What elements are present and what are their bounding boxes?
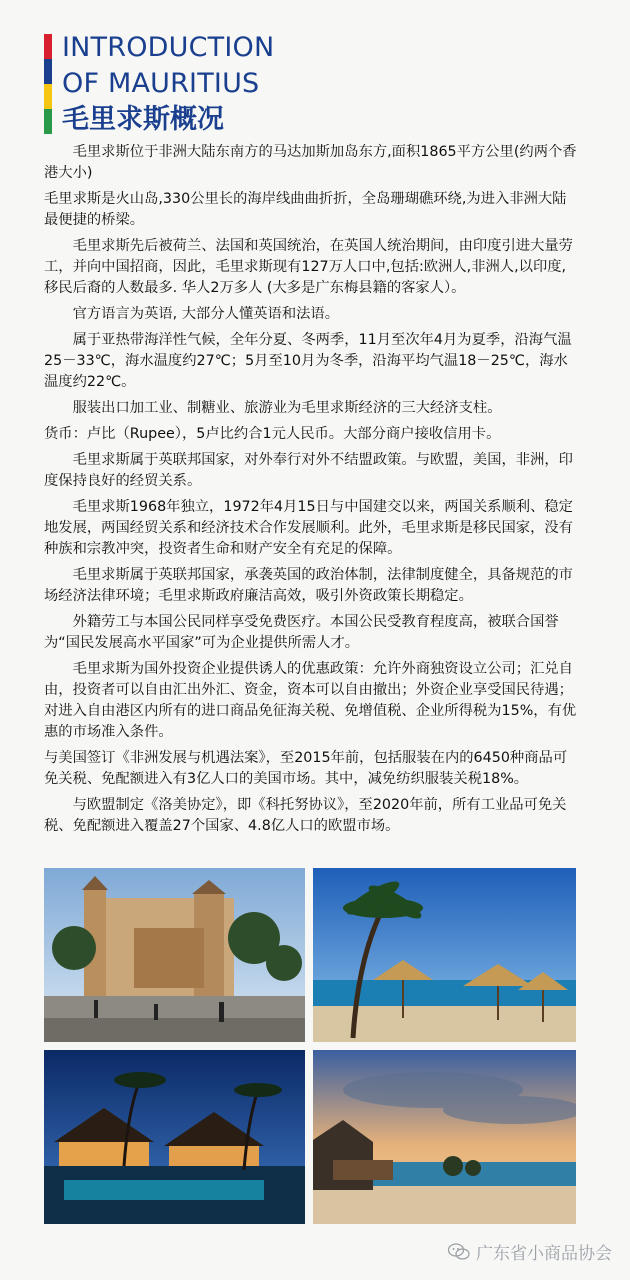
mauritius-flag-stripe xyxy=(44,34,52,134)
paragraph-9: 毛里求斯1968年独立，1972年4月15日与中国建交以来，两国关系顺利、稳定地发展，两国经贸关系和经济技术合作发展顺利。此外，毛里求斯是移民国家，没有种族和宗教冲突，投资者生命和财产安全有充足的保障。 xyxy=(44,499,573,557)
paragraph-6: 服装出口加工业、制糖业、旅游业为毛里求斯经济的三大经济支柱。 xyxy=(72,400,502,416)
flag-blue-stripe xyxy=(44,59,52,84)
night-resort-photo xyxy=(44,1050,305,1224)
paragraph-4: 官方语言为英语, 大部分人懂英语和法语。 xyxy=(72,306,340,322)
title-english-line-2: OF MAURITIUS xyxy=(62,68,260,99)
paragraph-12: 毛里求斯为国外投资企业提供诱人的优惠政策：允许外商独资设立公司；汇兑自由，投资者可以自由汇出外汇、资金，资本可以自由撤出；外资企业享受国民待遇；对进入自由港区内所有的进口商品免征海关税、免增值税、企业所得税为15%，有优惠的市场准入条件。 xyxy=(44,661,577,740)
article-body xyxy=(44,142,580,842)
wechat-icon xyxy=(448,1243,470,1261)
paragraph-2: 毛里求斯是火山岛,330公里长的海岸线曲曲折折，全岛珊瑚礁环绕,为进入非洲大陆最便捷的桥梁。 xyxy=(44,191,567,228)
flag-red-stripe xyxy=(44,34,52,59)
paragraph-3: 毛里求斯先后被荷兰、法国和英国统治，在英国人统治期间，由印度引进大量劳工，并向中国招商，因此，毛里求斯现有127万人口中,包括:欧洲人,非洲人,以印度,移民后裔的人数最多. 华人2万多人 (大多是广东梅县籍的客家人）。 xyxy=(44,238,573,296)
colonial-building-photo xyxy=(44,868,305,1042)
flag-green-stripe xyxy=(44,109,52,134)
paragraph-13: 与美国签订《非洲发展与机遇法案》，至2015年前，包括服装在内的6450种商品可免关税、免配额进入有3亿人口的美国市场。其中，减免纺织服装关税18%。 xyxy=(44,750,568,787)
sunset-coast-photo xyxy=(313,1050,576,1224)
paragraph-1: 毛里求斯位于非洲大陆东南方的马达加斯加岛东方,面积1865平方公里(约两个香港大小) xyxy=(44,144,577,181)
paragraph-8: 毛里求斯属于英联邦国家，对外奉行对外不结盟政策。与欧盟，美国，非洲，印度保持良好的经贸关系。 xyxy=(44,452,573,489)
title-chinese: 毛里求斯概况 xyxy=(62,104,224,135)
title-english-line-1: INTRODUCTION xyxy=(62,32,275,63)
paragraph-11: 外籍劳工与本国公民同样享受免费医疗。本国公民受教育程度高，被联合国誉为“国民发展高水平国家”可为企业提供所需人才。 xyxy=(44,614,559,651)
photo-grid xyxy=(44,868,576,1224)
watermark-text: 广东省小商品协会 xyxy=(476,1244,612,1264)
beach-umbrellas-photo xyxy=(313,868,576,1042)
paragraph-10: 毛里求斯属于英联邦国家，承袭英国的政治体制，法律制度健全，具备规范的市场经济法律环境；毛里求斯政府廉洁高效，吸引外资政策长期稳定。 xyxy=(44,567,573,604)
paragraph-7: 货币：卢比（Rupee），5卢比约合1元人民币。大部分商户接收信用卡。 xyxy=(44,426,501,442)
paragraph-5: 属于亚热带海洋性气候，全年分夏、冬两季，11月至次年4月为夏季，沿海气温25－33℃，海水温度约27℃；5月至10月为冬季，沿海平均气温18－25℃，海水温度约22℃。 xyxy=(44,332,572,390)
flag-yellow-stripe xyxy=(44,84,52,109)
watermark xyxy=(448,1239,612,1264)
paragraph-14: 与欧盟制定《洛美协定》，即《科托努协议》，至2020年前，所有工业品可免关税、免配额进入覆盖27个国家、4.8亿人口的欧盟市场。 xyxy=(44,797,567,834)
page-title xyxy=(62,30,274,138)
